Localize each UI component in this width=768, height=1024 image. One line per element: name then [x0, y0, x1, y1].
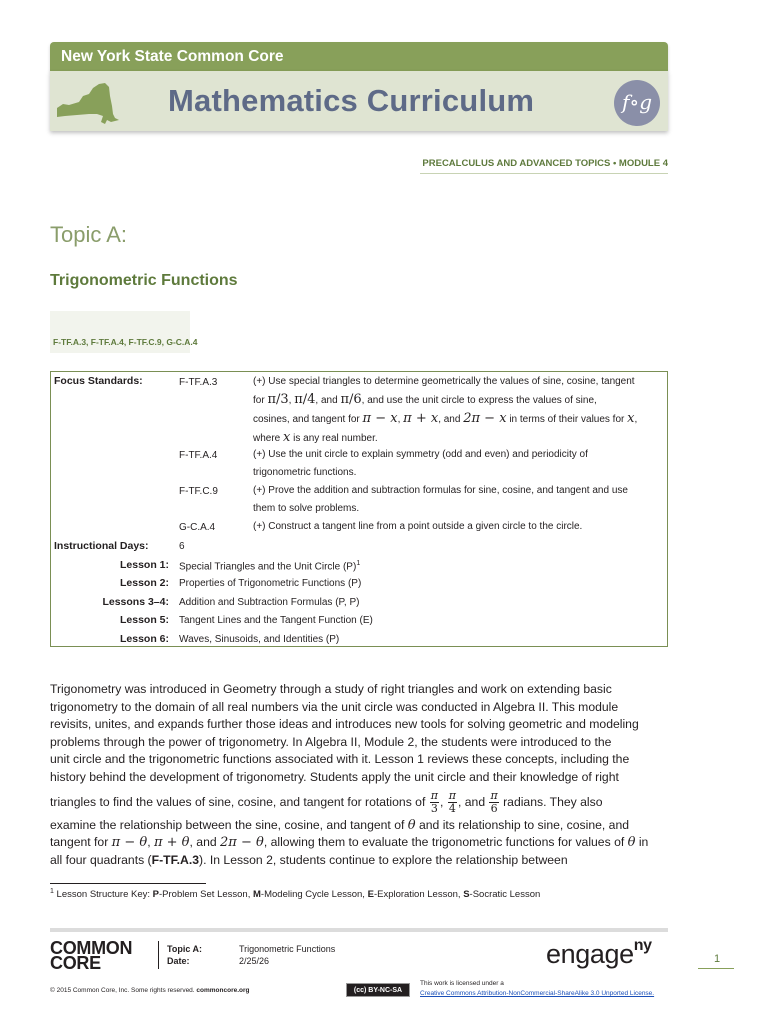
footer-date-value: 2/25/26 — [239, 956, 270, 966]
license-text: This work is licensed under a — [420, 980, 504, 987]
instructional-days-label: Instructional Days: — [54, 540, 149, 552]
copyright-text: © 2015 Common Core, Inc. Some rights reserved. commoncore.org — [50, 987, 250, 994]
standard-line: for π/3, π/4, and π/6, and use the unit circle to express the values of sine, — [253, 392, 597, 407]
standard-line: (+) Use special triangles to determine geometrically the values of sine, cosine, tangent — [253, 376, 635, 387]
topic-title: Trigonometric Functions — [50, 272, 238, 289]
paragraph-line: revisits, unites, and expands further those ideas and introduces new tools for solving geometric and modeling — [50, 717, 639, 732]
standards-codes-box — [50, 311, 198, 353]
standard-line: cosines, and tangent for π − x, π + x, and 2π − x in terms of their values for x, — [253, 411, 638, 426]
paragraph-line: all four quadrants (F-TF.A.3). In Lesson 2, students continue to explore the relationship between — [50, 852, 568, 867]
standard-description — [253, 446, 658, 482]
lesson-label: Lesson 1: — [119, 559, 169, 571]
module-line: PRECALCULUS AND ADVANCED TOPICS • MODULE 4 — [422, 158, 668, 169]
body-paragraph — [50, 681, 670, 869]
footer-topic-value: Trigonometric Functions — [239, 944, 336, 954]
paragraph-line: examine the relationship between the sine, cosine, and tangent of θ and its relationship to sine, cosine, and — [50, 817, 629, 833]
fraction-pi-over-6: $\frac{\pi}{6}$ — [490, 788, 498, 815]
standard-code: F-TF.C.9 — [179, 486, 218, 497]
module-divider — [420, 173, 668, 174]
lesson-title: Waves, Sinusoids, and Identities (P) — [179, 634, 340, 645]
lesson-title: Tangent Lines and the Tangent Function (E) — [179, 615, 373, 626]
footer-divider — [50, 928, 668, 932]
standard-line: (+) Use the unit circle to explain symmetry (odd and even) and periodicity of — [253, 449, 588, 460]
focus-standards-label: Focus Standards: — [54, 375, 143, 387]
standard-code: F-TF.A.3 — [179, 377, 218, 388]
standard-line: trigonometric functions. — [253, 467, 357, 478]
footer-topic-label: Topic A: — [167, 944, 202, 954]
fog-logo-icon: f∘g — [614, 80, 660, 126]
footer-date-label: Date: — [167, 956, 190, 966]
fraction-pi-over-4: $\frac{\pi}{4}$ — [448, 788, 456, 815]
standard-line: (+) Prove the addition and subtraction formulas for sine, cosine, and tangent and use — [253, 485, 628, 496]
engageny-logo: engage$^{ny}$ — [546, 937, 652, 969]
lesson-label: Lessons 3–4: — [102, 596, 169, 608]
topic-label: Topic A: — [50, 222, 128, 247]
footer-separator — [158, 941, 159, 969]
standard-line: (+) Construct a tangent line from a point outside a given circle to the circle. — [253, 521, 583, 532]
license-link[interactable]: Creative Commons Attribution-NonCommercial-ShareAlike 3.0 Unported License. — [420, 990, 655, 997]
paragraph-line: unit circle and the trigonometric functions associated with it. Lesson 1 reviews these concepts, including the — [50, 752, 630, 767]
standard-line: them to solve problems. — [253, 503, 360, 514]
footnote-divider — [50, 883, 206, 884]
banner-title: Mathematics Curriculum — [168, 83, 535, 118]
standard-description — [253, 482, 658, 518]
standard-description — [253, 518, 658, 536]
paragraph-line: tangent for π − θ, π + θ, and 2π − θ, allowing them to evaluate the trigonometric functions for values of θ in — [50, 835, 649, 851]
lesson-label: Lesson 2: — [119, 577, 169, 589]
standard-code: G-C.A.4 — [179, 522, 216, 533]
lesson-label: Lesson 6: — [119, 633, 169, 645]
banner-main — [50, 71, 668, 131]
lesson-title: Properties of Trigonometric Functions (P) — [179, 578, 362, 589]
lesson-title: Special Triangles and the Unit Circle $(P)^1$ — [179, 560, 361, 573]
standard-line: where x is any real number. — [253, 430, 378, 445]
creative-commons-badge-icon: (cc) BY-NC-SA — [346, 983, 410, 997]
paragraph-line: history behind the development of trigonometry. Students apply the unit circle and their knowledge of right — [50, 769, 619, 784]
footnote: $^1$ Lesson Structure Key: P-Problem Set Lesson, M-Modeling Cycle Lesson, E-Exploration Lesson, S-Socratic Lesson — [50, 888, 541, 901]
lesson-title: Addition and Subtraction Formulas (P, P) — [179, 597, 360, 608]
paragraph-line: problems through the power of trigonometry. In Algebra II, Module 2, the students were introduced to the — [50, 734, 612, 749]
banner-subtitle: New York State Common Core — [61, 48, 284, 65]
paragraph-line: Trigonometry was introduced in Geometry through a study of right triangles and work on extending basic — [50, 682, 612, 696]
banner-top — [50, 42, 668, 71]
standard-code: F-TF.A.4 — [179, 450, 218, 461]
focus-standards-table — [50, 371, 668, 647]
paragraph-line: triangles to find the values of sine, cosine, and tangent for rotations of $\frac{\pi}{3}$ , $\frac{\pi}{4}$ , and $\frac{\pi}{6}$ radians. They also — [50, 788, 603, 815]
page-number-underline — [698, 968, 734, 969]
new-york-state-icon — [53, 78, 123, 128]
page-number: 1 — [713, 953, 721, 965]
common-core-logo: COMMON CORE — [50, 938, 133, 973]
instructional-days-value: 6 — [179, 541, 185, 552]
paragraph-line: trigonometry to the domain of all real numbers via the unit circle was conducted in Algebra II. This module — [50, 699, 619, 714]
standards-codes: F-TF.A.3, F-TF.A.4, F-TF.C.9, G-C.A.4 — [53, 337, 198, 347]
fraction-pi-over-3: $\frac{\pi}{3}$ — [430, 788, 438, 815]
lesson-label: Lesson 5: — [119, 614, 169, 626]
standard-description — [253, 373, 658, 448]
